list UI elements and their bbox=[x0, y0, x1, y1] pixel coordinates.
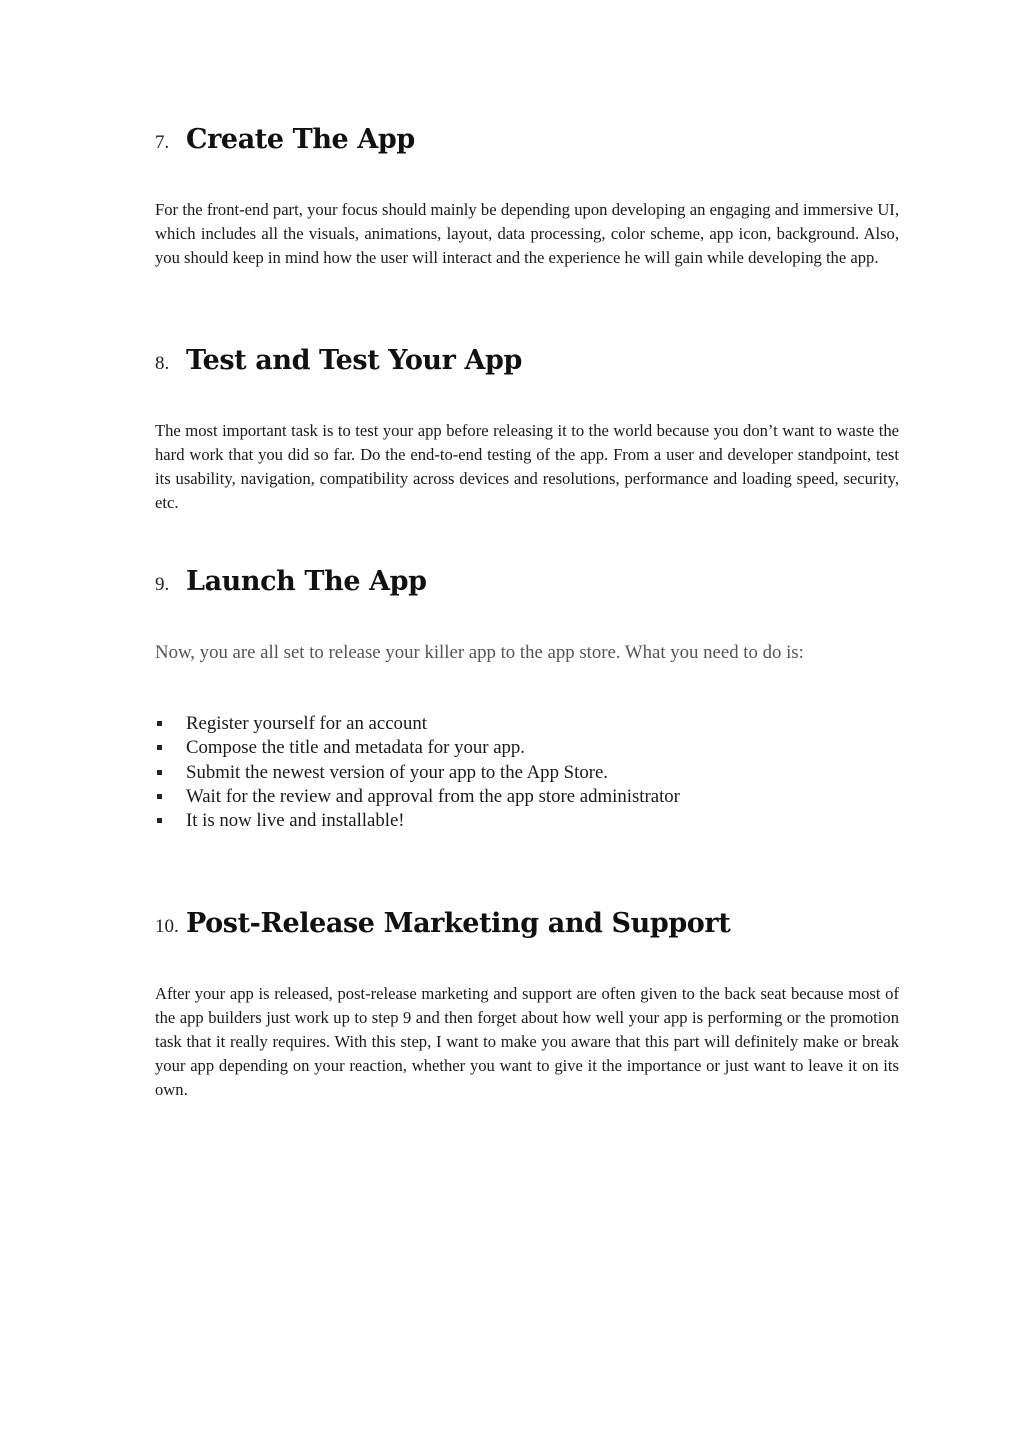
list-item bbox=[155, 737, 900, 761]
list-item-text: Wait for the review and approval from the app store administrator bbox=[186, 785, 680, 807]
list-item bbox=[155, 713, 900, 737]
section-body-7: For the front-end part, your focus should mainly be depending upon developing an engaging and immersive UI, which includes all the visuals, animations, layout, data processing, color scheme, app icon, background. Also, you should keep in mind how the user will interact and the experience he will gain while developing the app. bbox=[155, 200, 899, 267]
list-item bbox=[155, 762, 900, 786]
section-body-8: The most important task is to test your app before releasing it to the world because you don’t want to waste the hard work that you did so far. Do the end-to-end testing of the app. From a user and developer standpoint, test its usability, navigation, compatibility across devices and resolutions, performance and loading speed, security, etc. bbox=[155, 421, 899, 512]
section-title: Post-Release Marketing and Support bbox=[186, 908, 731, 939]
list-item-text: Register yourself for an account bbox=[186, 713, 427, 734]
section-body-9: Now, you are all set to release your killer app to the app store. What you need to do is: bbox=[155, 642, 804, 663]
section-number: 8. bbox=[155, 353, 170, 374]
list-item-text: It is now live and installable! bbox=[186, 810, 405, 832]
section-title: Launch The App bbox=[186, 566, 427, 597]
section-heading-10 bbox=[155, 908, 900, 939]
section-heading-9 bbox=[155, 566, 900, 597]
section-title: Create The App bbox=[186, 124, 415, 155]
section-number: 10. bbox=[155, 916, 179, 937]
list-item-text: Compose the title and metadata for your app. bbox=[186, 737, 526, 759]
section-number: 9. bbox=[155, 574, 170, 595]
section-body-10: After your app is released, post-release marketing and support are often given to the back seat because most of the app builders just work up to step 9 and then forget about how well your app is performing or the promotion task that it really requires. With this step, I want to make you aware that this part will definitely make or break your app depending on your reaction, whether you want to give it the importance or just want to leave it on its own. bbox=[155, 984, 899, 1099]
list-item bbox=[155, 810, 900, 834]
list-item bbox=[155, 786, 900, 810]
section-heading-7 bbox=[155, 124, 900, 155]
section-heading-8 bbox=[155, 345, 900, 376]
section-title: Test and Test Your App bbox=[186, 345, 522, 376]
section-number: 7. bbox=[155, 132, 170, 153]
list-item-text: Submit the newest version of your app to the App Store. bbox=[186, 761, 608, 783]
launch-steps-list bbox=[155, 713, 900, 834]
